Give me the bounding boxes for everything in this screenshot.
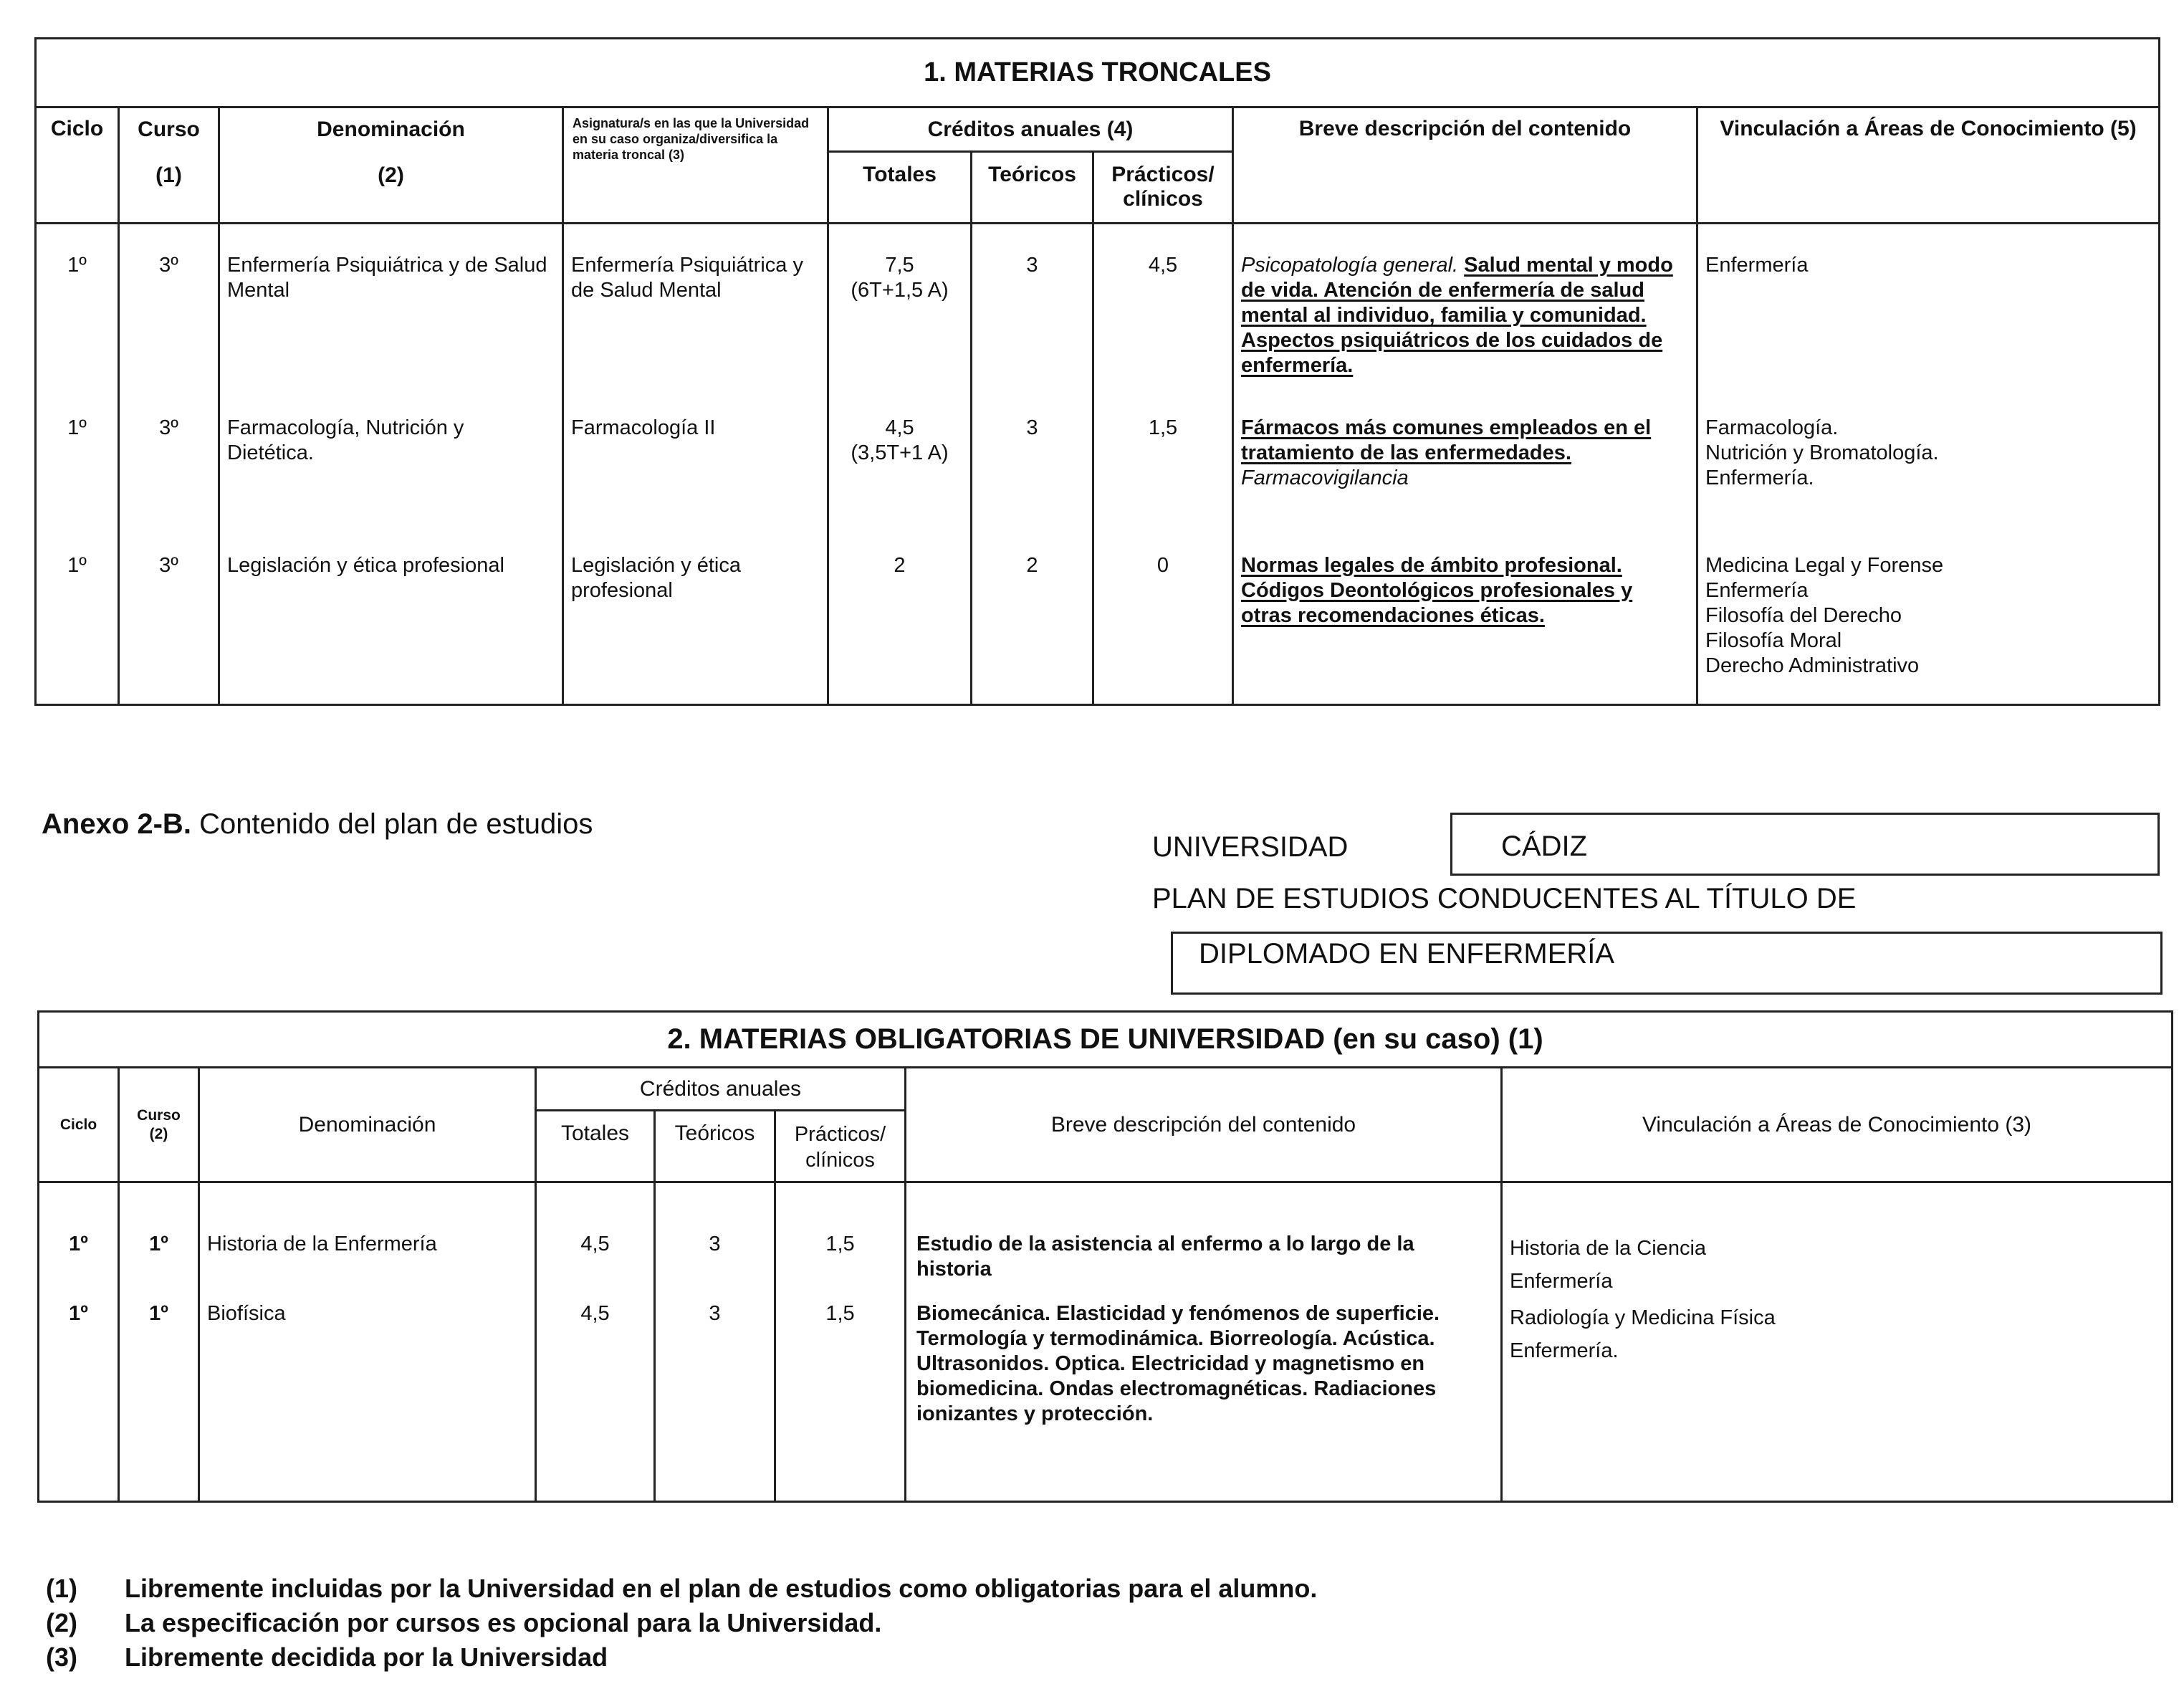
totales-breakdown: (6T+1,5 A) (851, 279, 949, 302)
descripcion-underlined: Normas legales de ámbito profesional. Códigos Deontológicos profesionales y otras recomendaciones éticas. (1241, 553, 1633, 627)
header-curso: Curso (138, 118, 200, 141)
denominacion-value: Biofísica (207, 1301, 286, 1325)
universidad-label: UNIVERSIDAD (1152, 831, 1349, 863)
totales-value: 2 (894, 553, 906, 577)
practicos-value: 0 (1156, 553, 1169, 577)
descripcion-underlined: Fármacos más comunes empleados en el tratamiento de las enfermedades. (1241, 416, 1652, 464)
curso-value: 3º (159, 254, 178, 277)
table-row (39, 1182, 2173, 1301)
header-creditos: Créditos anuales (639, 1076, 802, 1101)
header-denominacion: Denominación (298, 1112, 436, 1137)
header-totales: Totales (560, 1121, 630, 1145)
vinculacion-area: Filosofía Moral (1705, 628, 1842, 652)
vinculacion-area: Derecho Administrativo (1705, 654, 1920, 677)
footnote-3 (46, 1642, 608, 1673)
denominacion-value: Historia de la Enfermería (207, 1233, 437, 1255)
vinculacion-area: Enfermería (1510, 1270, 1613, 1293)
teoricos-value: 3 (709, 1233, 721, 1255)
footnote-text: La especificación por cursos es opcional para la Universidad. (125, 1608, 882, 1637)
header-vinculacion: Vinculación a Áreas de Conocimiento (3) (1642, 1112, 2032, 1137)
header-ciclo: Ciclo (50, 117, 104, 140)
practicos-value: 1,5 (825, 1233, 855, 1255)
curso-value: 1º (149, 1233, 168, 1255)
table1-title: 1. MATERIAS TRONCALES (924, 57, 1271, 87)
plan-label: PLAN DE ESTUDIOS CONDUCENTES AL TÍTULO DE (1152, 883, 1857, 914)
curso-value: 1º (149, 1301, 168, 1325)
descripcion-value: Biomecánica. Elasticidad y fenómenos de superficie. Termología y termodinámica. Biorreología. Acústica. Ultrasonidos. Optica. Electricidad y magnetismo en biomedicina. Ondas electromagnéticas. Radiaciones ionizantes y protección. (916, 1301, 1440, 1425)
vinculacion-area: Enfermería (1705, 578, 1809, 602)
teoricos-value: 2 (1026, 553, 1038, 577)
footnote-2 (46, 1608, 882, 1638)
ciclo-value: 1º (67, 553, 87, 577)
vinculacion-area: Enfermería (1705, 254, 1809, 277)
asignatura-value: Enfermería Psiquiátrica y de Salud Mental (571, 254, 803, 302)
descripcion-value: Estudio de la asistencia al enfermo a lo largo de la historia (916, 1233, 1414, 1281)
header-teoricos: Teóricos (988, 163, 1076, 186)
header-vinculacion: Vinculación a Áreas de Conocimiento (5) (1720, 117, 2137, 140)
header-practicos: Prácticos/ clínicos (1111, 163, 1215, 211)
annex-label-rest: Contenido del plan de estudios (199, 808, 593, 840)
totales-breakdown: (3,5T+1 A) (851, 441, 949, 464)
annex-label (42, 808, 593, 841)
footnote-number: (1) (46, 1574, 77, 1603)
footnote-number: (2) (46, 1608, 77, 1637)
practicos-value: 1,5 (825, 1301, 855, 1325)
footnote-text: Libremente incluidas por la Universidad en el plan de estudios como obligatorias para el alumno. (125, 1574, 1318, 1603)
header-teoricos: Teóricos (674, 1121, 755, 1145)
header-ciclo: Ciclo (59, 1116, 97, 1133)
header-curso-note: (1) (155, 163, 182, 187)
footnote-number: (3) (46, 1642, 77, 1672)
header-descripcion: Breve descripción del contenido (1050, 1112, 1356, 1137)
footnote-1 (46, 1574, 1318, 1604)
titulo-box (1171, 932, 2163, 995)
vinculacion-area: Filosofía del Derecho (1705, 603, 1902, 627)
descripcion-plain: Farmacovigilancia (1241, 466, 1409, 489)
denominacion-value: Enfermería Psiquiátrica y de Salud Mental (227, 254, 547, 302)
header-asignatura: Asignatura/s en las que la Universidad en su caso organiza/diversifica la materia troncal (3) (573, 116, 810, 162)
header-curso: Curso (2) (137, 1106, 181, 1142)
vinculacion-area: Radiología y Medicina Física (1510, 1306, 1776, 1329)
vinculacion-area: Historia de la Ciencia (1510, 1237, 1707, 1260)
curso-value: 3º (159, 553, 178, 577)
teoricos-value: 3 (1026, 254, 1038, 277)
totales-value: 7,5 (885, 254, 914, 277)
universidad-value: CÁDIZ (1501, 831, 1587, 862)
ciclo-value: 1º (69, 1301, 88, 1325)
ciclo-value: 1º (67, 416, 87, 439)
table-materias-obligatorias (37, 1010, 2173, 1503)
header-totales: Totales (863, 163, 937, 186)
curso-value: 3º (159, 416, 178, 439)
descripcion-underlined: Salud mental y modo de vida. Atención de enfermería de salud mental al individuo, familia y comunidad. Aspectos psiquiátricos de los cuidados de enfermería. (1241, 254, 1673, 377)
header-descripcion: Breve descripción del contenido (1298, 117, 1632, 140)
ciclo-value: 1º (67, 254, 87, 277)
totales-value: 4,5 (885, 416, 914, 439)
denominacion-value: Legislación y ética profesional (227, 553, 504, 577)
header-practicos: Prácticos/ clínicos (794, 1123, 886, 1172)
table-materias-troncales (34, 37, 2160, 706)
table2-title: 2. MATERIAS OBLIGATORIAS DE UNIVERSIDAD (en su caso) (1) (667, 1023, 1543, 1055)
descripcion-plain: Psicopatología general. (1241, 254, 1459, 277)
header-creditos: Créditos anuales (4) (927, 117, 1134, 141)
practicos-value: 1,5 (1148, 416, 1178, 439)
vinculacion-area: Farmacología. (1705, 416, 1839, 439)
header-denominacion: Denominación (317, 118, 465, 141)
totales-value: 4,5 (580, 1233, 610, 1255)
header-denominacion-note: (2) (378, 163, 404, 187)
vinculacion-area: Enfermería. (1510, 1339, 1619, 1362)
asignatura-value: Legislación y ética profesional (571, 553, 741, 602)
titulo-value: DIPLOMADO EN ENFERMERÍA (1199, 938, 1615, 970)
annex-label-bold: Anexo 2-B. (42, 808, 191, 840)
vinculacion-area: Medicina Legal y Forense (1705, 553, 1944, 577)
table-row (36, 224, 2160, 416)
ciclo-value: 1º (69, 1233, 88, 1255)
totales-value: 4,5 (580, 1301, 610, 1325)
teoricos-value: 3 (709, 1301, 721, 1325)
vinculacion-area: Enfermería. (1705, 466, 1814, 489)
table-row (36, 416, 2160, 553)
universidad-box (1450, 813, 2160, 876)
denominacion-value: Farmacología, Nutrición y Dietética. (227, 416, 464, 464)
vinculacion-area: Nutrición y Bromatología. (1705, 441, 1939, 464)
table-row (39, 1301, 2173, 1502)
table-row (36, 553, 2160, 705)
footnote-text: Libremente decidida por la Universidad (125, 1642, 608, 1672)
practicos-value: 4,5 (1148, 254, 1178, 277)
asignatura-value: Farmacología II (571, 416, 716, 439)
teoricos-value: 3 (1026, 416, 1038, 439)
